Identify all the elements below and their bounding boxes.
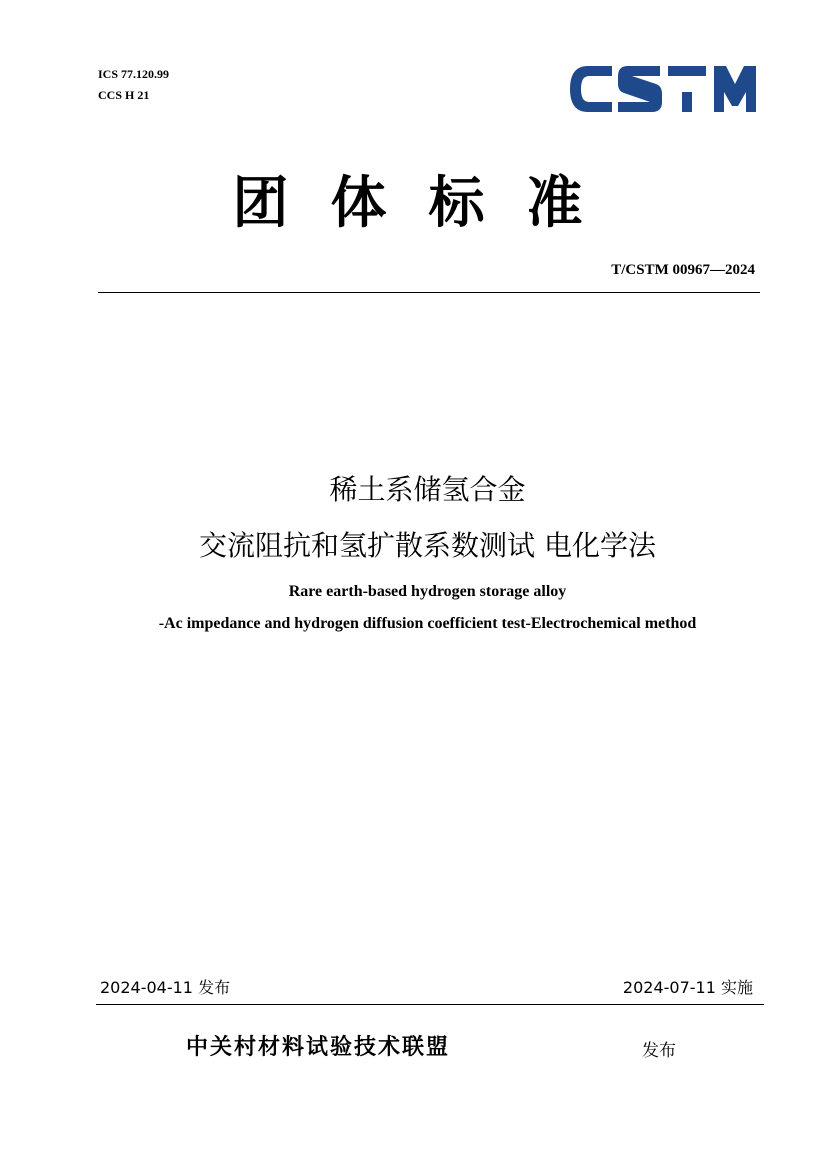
implement-date: 2024-07-11 实施: [622, 978, 753, 997]
ics-code: ICS 77.120.99: [98, 67, 170, 81]
publishing-organization: 中关村材料试验技术联盟: [186, 1035, 451, 1060]
title-en-line1: Rare earth-based hydrogen storage alloy: [288, 583, 567, 600]
title-en-line2: -Ac impedance and hydrogen diffusion coefficient test-Electrochemical method: [158, 615, 697, 632]
title-cn-line1: 稀土系储氢合金: [329, 473, 526, 506]
footer-divider: [96, 1004, 764, 1005]
cstm-logo-graphic: [568, 62, 758, 116]
title-cn-line2: 交流阻抗和氢扩散系数测试 电化学法: [199, 529, 656, 562]
publish-date: 2024-04-11 发布: [100, 978, 231, 997]
header-divider: [98, 292, 760, 293]
document-type-heading: 团体标准: [232, 171, 625, 236]
cstm-logo: [568, 62, 758, 116]
publish-label: 发布: [642, 1041, 676, 1061]
classification-codes: [98, 64, 169, 106]
ccs-code: CCS H 21: [98, 88, 150, 102]
standard-number: T/CSTM 00967—2024: [611, 262, 755, 278]
